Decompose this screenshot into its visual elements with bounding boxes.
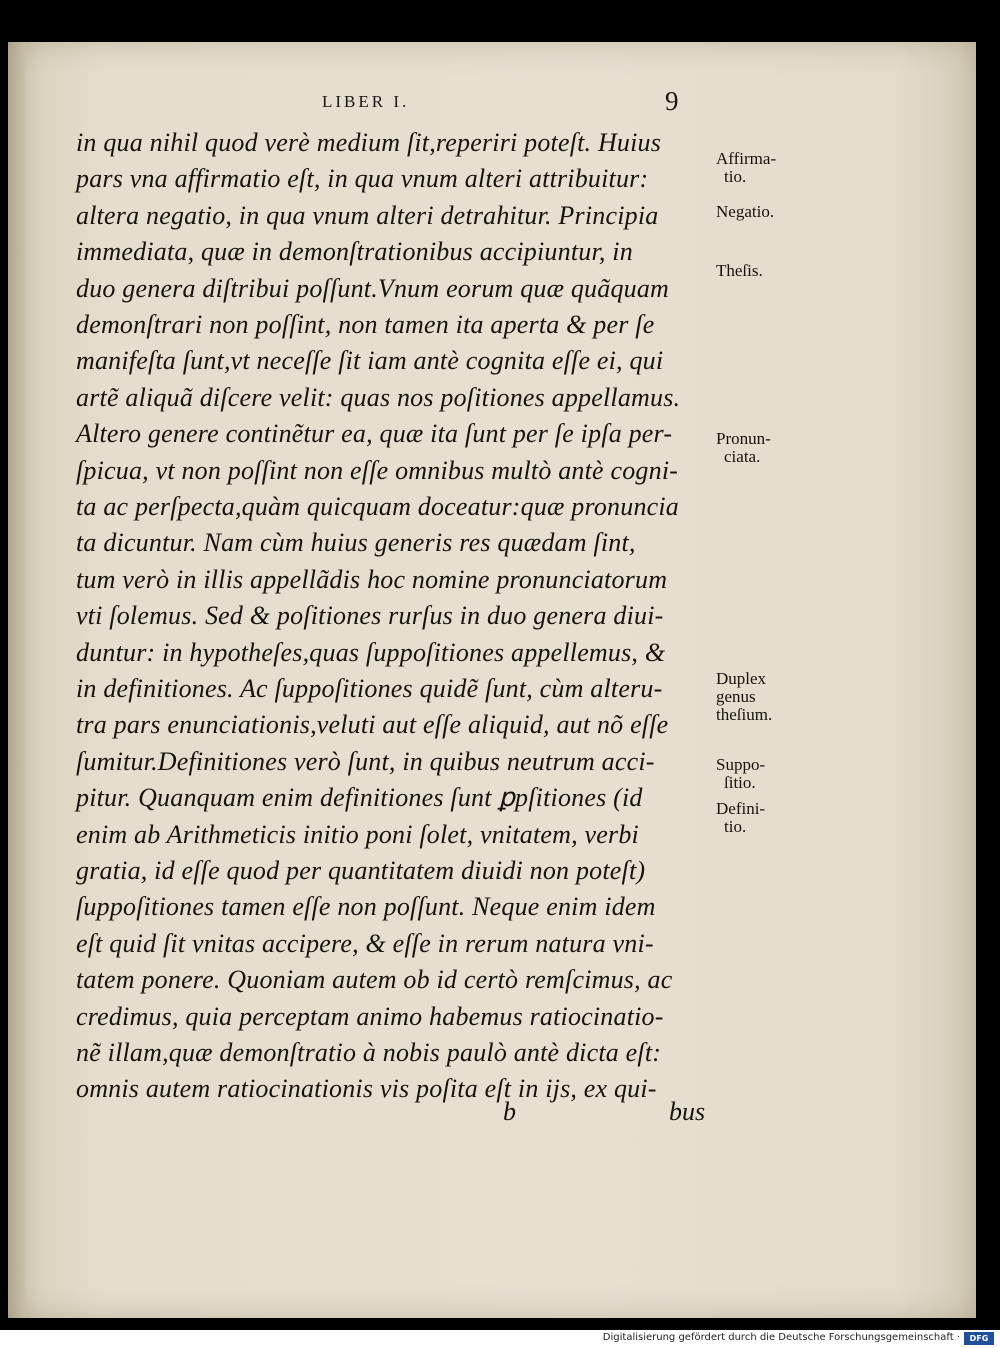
margin-note	[716, 670, 772, 724]
text-line: tum verò in illis appellãdis hoc nomine pronunciatorum	[76, 564, 668, 594]
text-line: credimus, quia perceptam animo habemus ratiocinatio-	[76, 1001, 664, 1031]
text-line: omnis autem ratiocinationis vis poſita eſt in ijs, ex qui-	[76, 1074, 657, 1104]
text-line: eſt quid ſit vnitas accipere, & eſſe in rerum natura vni-	[76, 928, 654, 958]
text-line: in definitiones. Ac ſuppoſitiones quidẽ ſunt, cùm alteru-	[76, 674, 663, 703]
catchword: bus	[669, 1097, 706, 1126]
credit-text: Digitalisierung gefördert durch die Deutsche Forschungsgemeinschaft ·	[602, 1332, 960, 1343]
margin-note	[716, 262, 763, 280]
margin-note-line: tio.	[724, 817, 747, 836]
margin-note-line: ſitio.	[724, 773, 756, 792]
margin-note-line: Defini-	[716, 799, 766, 818]
margin-note-line: Affirma-	[716, 149, 777, 168]
margin-note-line: Suppo-	[716, 755, 766, 774]
signature-mark: b	[503, 1097, 516, 1126]
text-line: duo genera diſtribui poſſunt.Vnum eorum quæ quãquam	[76, 273, 670, 303]
margin-note-line: tio.	[724, 167, 747, 186]
running-head: LIBER I.	[322, 92, 410, 111]
text-line: in qua nihil quod verè medium ſit,reperiri poteſt. Huius	[76, 128, 662, 157]
margin-note-line: ciata.	[724, 447, 761, 466]
text-line: ſpicua, vt non poſſint non eſſe omnibus multò antè cogni-	[76, 455, 679, 485]
text-line: nẽ illam,quæ demonſtratio à nobis paulò antè dicta eſt:	[76, 1038, 662, 1067]
margin-note-line: genus	[716, 687, 756, 706]
margin-note-line: Negatio.	[716, 202, 775, 221]
page-gutter-shadow	[8, 42, 26, 1318]
text-line: ſuppoſitiones tamen eſſe non poſſunt. Neque enim idem	[76, 892, 656, 922]
text-line: tatem ponere. Quoniam autem ob id certò remſcimus, ac	[76, 965, 673, 995]
text-line: ta ac perſpecta,quàm quicquam doceatur:quæ pronuncia	[76, 492, 680, 521]
text-line: enim ab Arithmeticis initio poni ſolet, vnitatem, verbi	[76, 819, 639, 849]
margin-note-line: Duplex	[716, 669, 767, 688]
text-line: demonſtrari non poſſint, non tamen ita aperta & per ſe	[76, 310, 655, 339]
text-line: tra pars enunciationis,veluti aut eſſe aliquid, aut nõ eſſe	[76, 710, 669, 740]
text-line: manifeſta ſunt,vt neceſſe ſit iam antè cognita eſſe ei, qui	[76, 346, 664, 376]
margin-note-line: Theſis.	[716, 261, 763, 280]
text-line: pars vna affirmatio eſt, in qua vnum alteri attribuitur:	[76, 164, 649, 194]
text-line: gratia, id eſſe quod per quantitatem diuidi non poteſt)	[76, 856, 646, 885]
page-header	[0, 86, 1000, 122]
text-line: duntur: in hypotheſes,quas ſuppoſitiones appellemus, &	[76, 637, 666, 667]
margin-note	[716, 203, 774, 221]
text-line: vti ſolemus. Sed & poſitiones rurſus in duo genera diui-	[76, 601, 664, 631]
text-line: ſumitur.Definitiones verò ſunt, in quibus neutrum acci-	[76, 746, 655, 776]
credit-bar	[0, 1330, 1000, 1348]
text-line: immediata, quæ in demonſtrationibus accipiuntur, in	[76, 237, 633, 267]
margin-note	[716, 800, 765, 836]
dfg-logo: DFG	[964, 1332, 994, 1345]
margin-note-line: theſium.	[716, 705, 773, 724]
margin-note	[716, 150, 776, 186]
text-line: Altero genere continẽtur ea, quæ ita ſunt per ſe ipſa per-	[76, 419, 673, 449]
page-number: 9	[665, 86, 679, 116]
text-line: pitur. Quanquam enim definitiones ſunt ꝑpſitiones (id	[76, 783, 643, 813]
text-line: artẽ aliquã diſcere velit: quas nos poſitiones appellamus.	[76, 382, 681, 412]
text-line: altera negatio, in qua vnum alteri detrahitur. Principia	[76, 200, 659, 230]
margin-note-line: Pronun-	[716, 429, 771, 448]
margin-note	[716, 756, 765, 792]
margin-note	[716, 430, 771, 466]
text-line: ta dicuntur. Nam cùm huius generis res quædam ſint,	[76, 528, 636, 558]
